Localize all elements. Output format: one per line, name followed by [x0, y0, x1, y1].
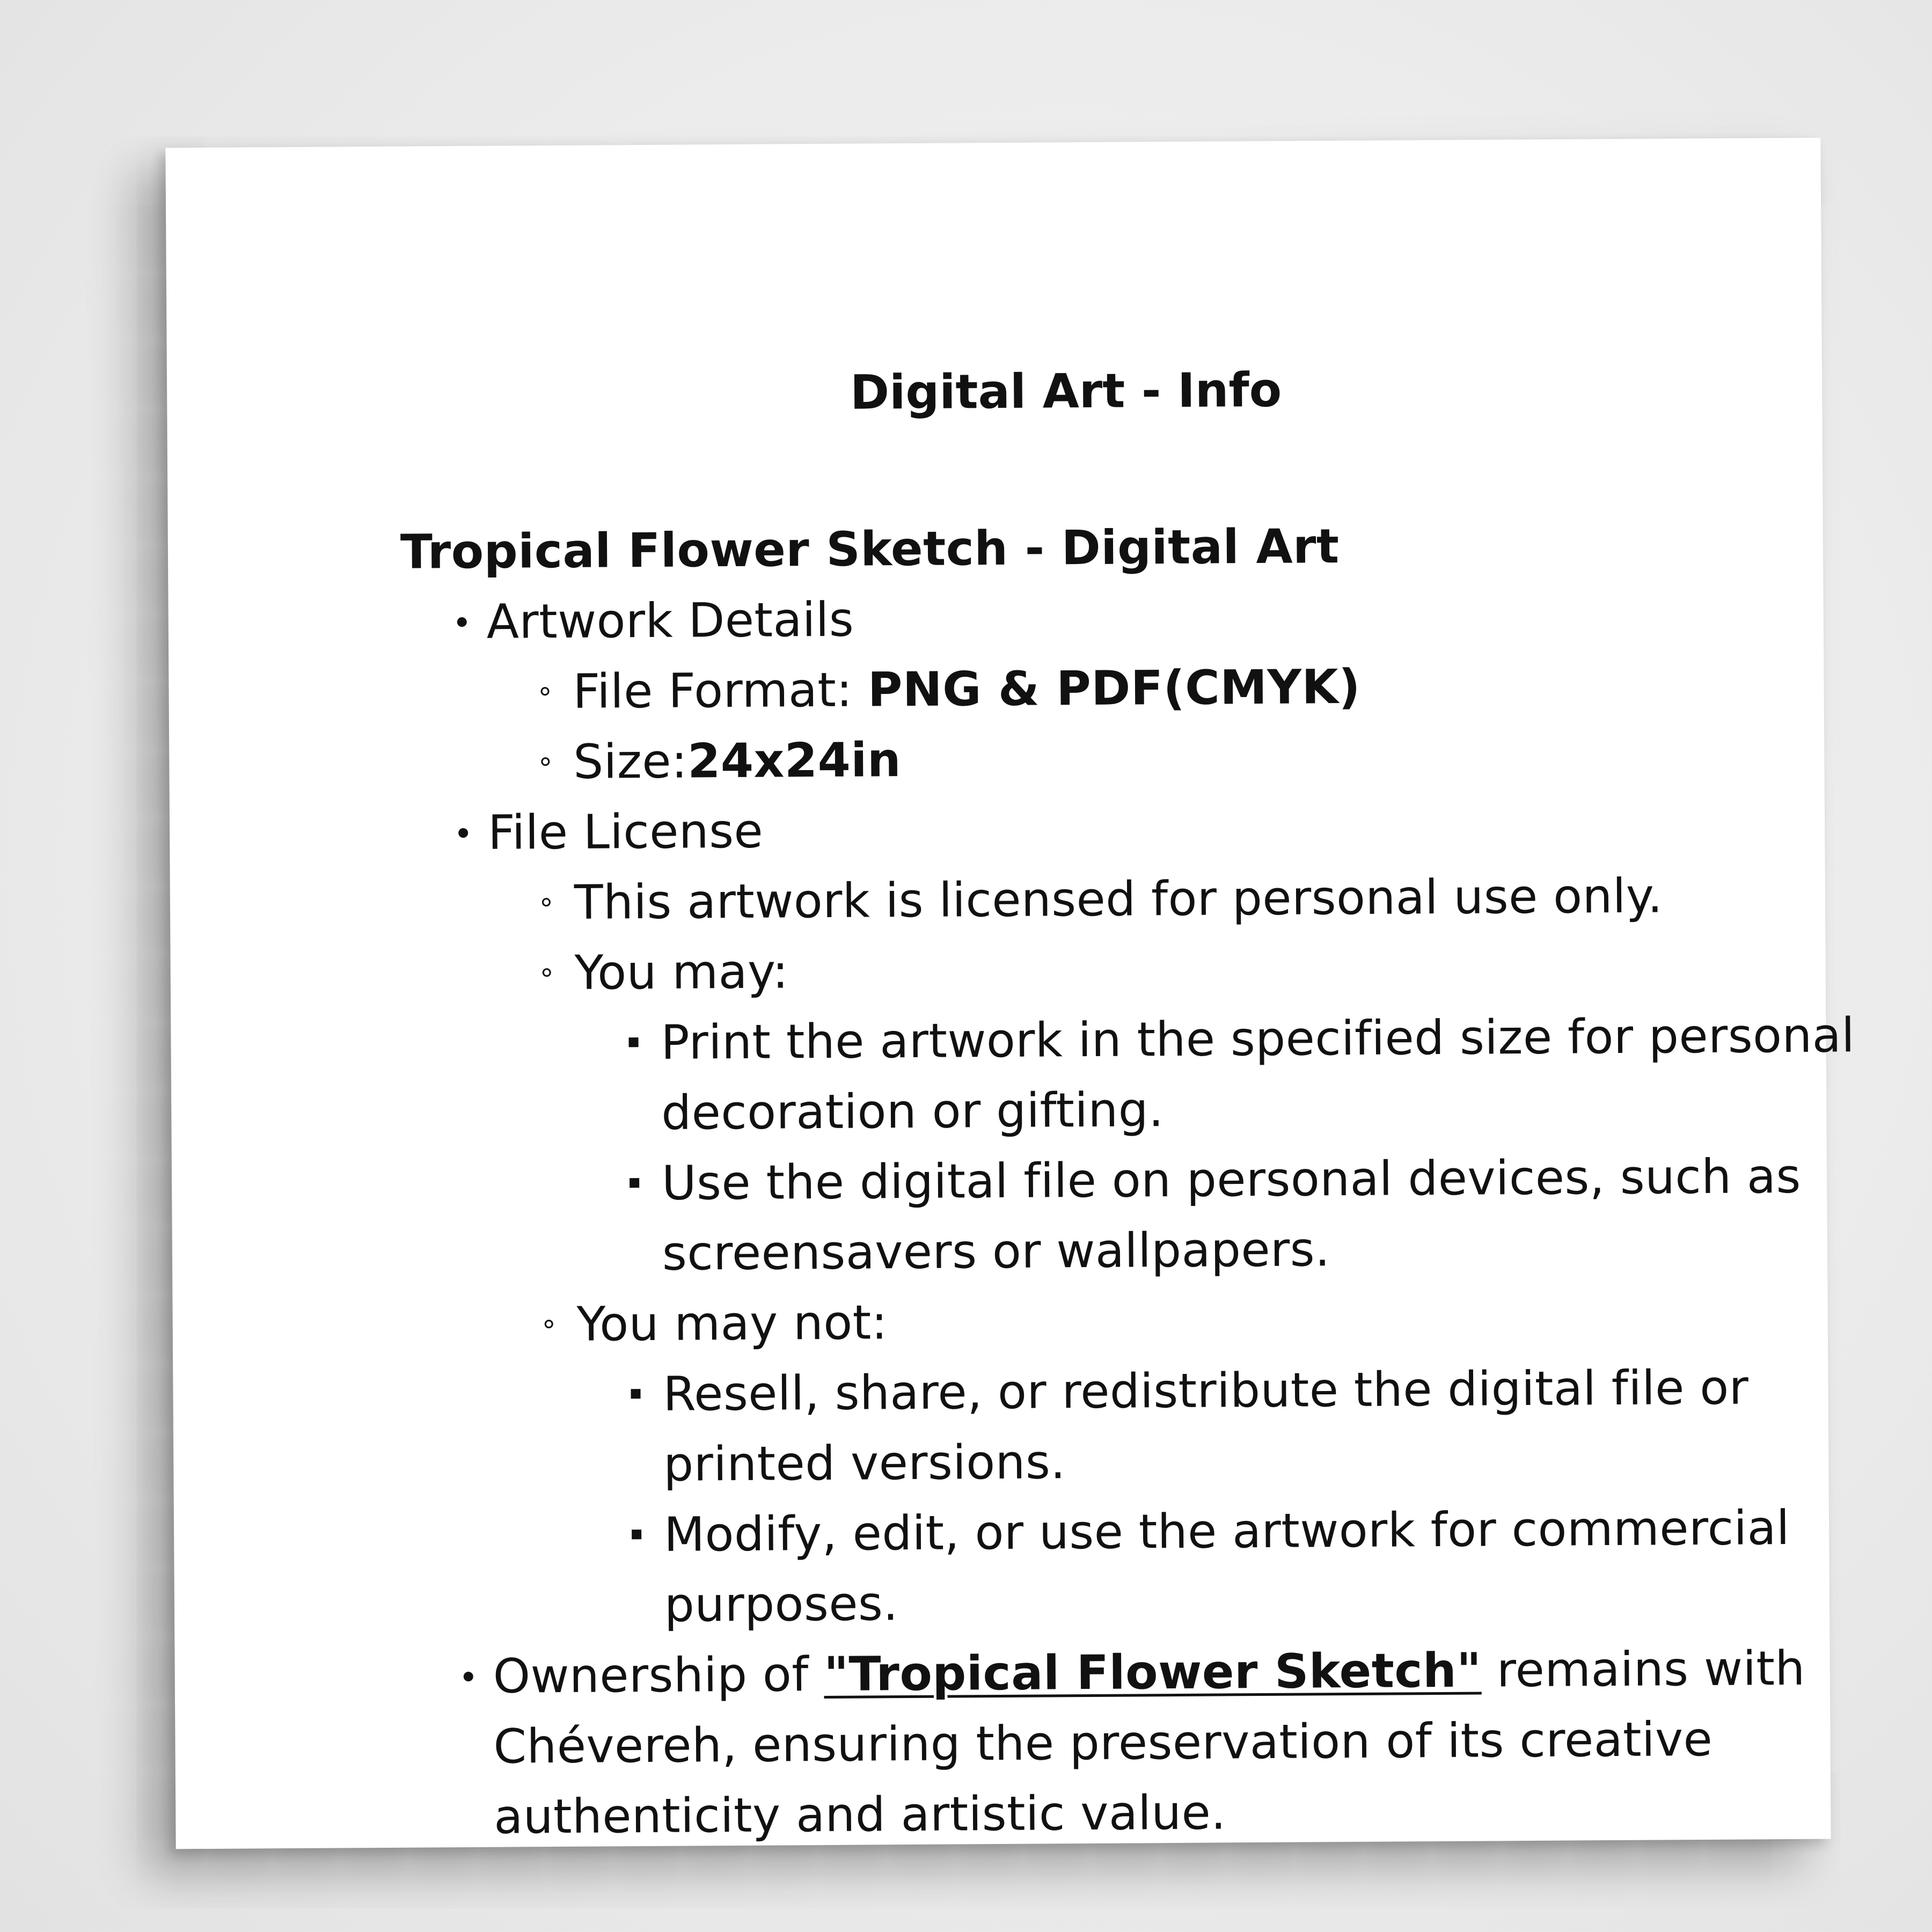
- list-item-ownership: [407, 1633, 1889, 1853]
- info-card: [165, 138, 1855, 1849]
- ownership-suffix: remains with Chévereh, ensuring the preservation of its creative authenticity and artistic value.: [493, 1640, 1806, 1845]
- list-item-you-may: [488, 930, 1886, 1290]
- document-title: Digital Art - Info: [850, 362, 1282, 420]
- you-may-not-label: You may not:: [576, 1294, 888, 1352]
- size-label: Size:: [573, 733, 688, 789]
- list-item-personal-use: [488, 859, 1884, 938]
- personal-use-text: This artwork is licensed for personal use only.: [574, 868, 1663, 930]
- file-license-label: File License: [487, 803, 764, 860]
- document-content: [400, 508, 1890, 1853]
- file-format-value: PNG & PDF(CMYK): [867, 658, 1361, 718]
- info-list: [400, 578, 1889, 1853]
- list-item-size: [487, 719, 1883, 797]
- list-item-file-format: [487, 648, 1883, 727]
- list-item-artwork-details: [400, 578, 1883, 798]
- list-item-file-license: [402, 789, 1889, 1642]
- you-may-list: [575, 1000, 1886, 1289]
- you-may-not-list: [577, 1351, 1888, 1641]
- ownership-prefix: Ownership of: [493, 1646, 824, 1704]
- you-may-not-item-resell: Resell, share, or redistribute the digital file or printed versions.: [577, 1351, 1887, 1500]
- artwork-details-list: [487, 648, 1883, 797]
- artwork-heading: Tropical Flower Sketch - Digital Art: [400, 518, 1340, 580]
- you-may-item-print: Print the artwork in the specified size for personal decoration or gifting.: [575, 1000, 1885, 1148]
- you-may-item-devices: Use the digital file on personal devices, such as screensavers or wallpapers.: [576, 1140, 1886, 1289]
- artwork-details-label: Artwork Details: [486, 591, 854, 649]
- you-may-label: You may:: [574, 943, 789, 1000]
- artwork-title-link[interactable]: "Tropical Flower Sketch": [823, 1642, 1482, 1702]
- you-may-not-item-modify: Modify, edit, or use the artwork for commercial purposes.: [578, 1492, 1889, 1641]
- file-format-label: File Format:: [573, 662, 868, 719]
- list-item-you-may-not: [491, 1281, 1888, 1641]
- file-license-list: [488, 859, 1889, 1641]
- size-value: 24x24in: [687, 732, 902, 789]
